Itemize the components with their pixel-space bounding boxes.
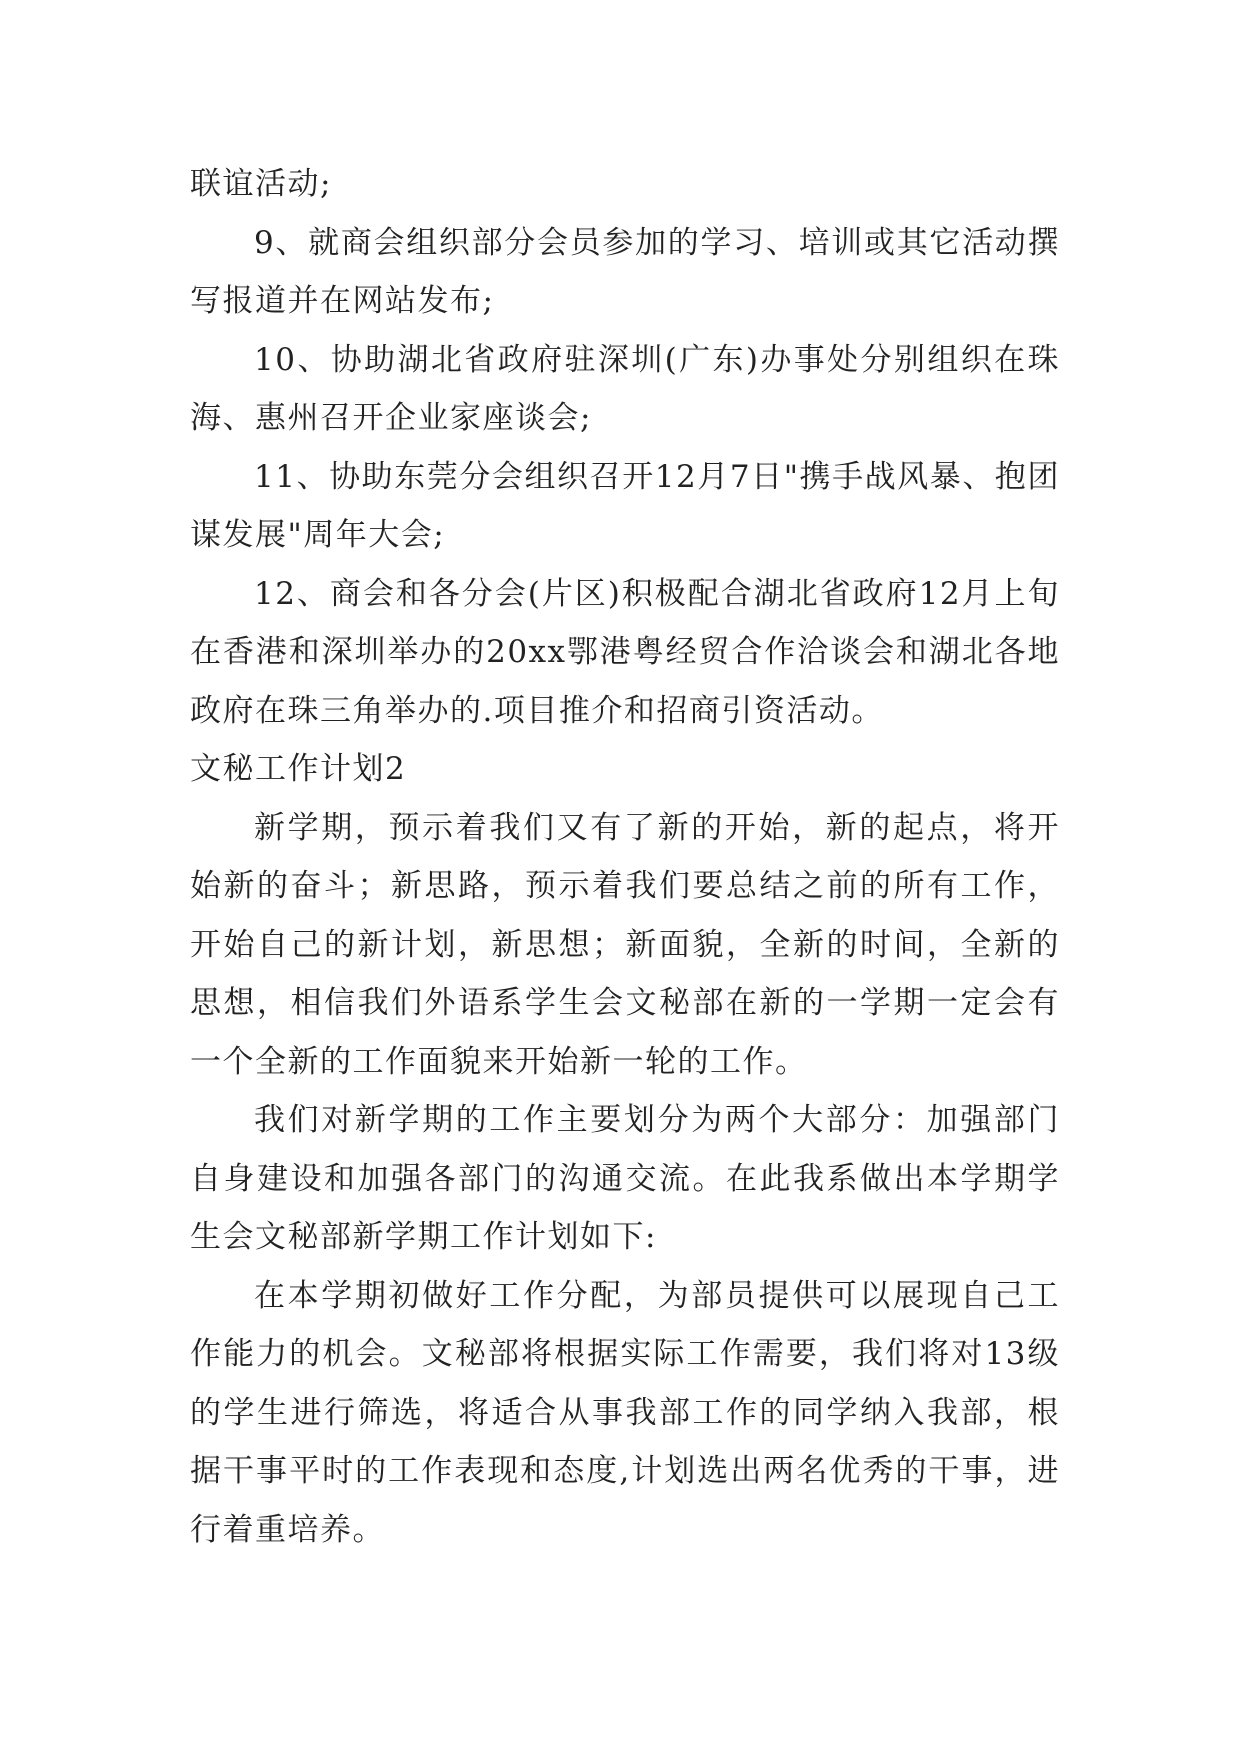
list-item-10: 10、协助湖北省政府驻深圳(广东)办事处分别组织在珠海、惠州召开企业家座谈会; <box>190 341 1060 436</box>
paragraph-plan-overview: 我们对新学期的工作主要划分为两个大部分：加强部门自身建设和加强各部门的沟通交流。在此我系做出本学期学生会文秘部新学期工作计划如下: <box>190 1102 1060 1255</box>
list-item-11: 11、协助东莞分会组织召开12月7日"携手战风暴、抱团谋发展"周年大会; <box>190 458 1060 553</box>
section-heading: 文秘工作计划2 <box>190 751 407 787</box>
paragraph-intro: 新学期，预示着我们又有了新的开始，新的起点，将开始新的奋斗；新思路，预示着我们要总结之前的所有工作，开始自己的新计划，新思想；新面貌，全新的时间，全新的思想，相信我们外语系学生会文秘部在新的一学期一定会有一个全新的工作面貌来开始新一轮的工作。 <box>190 809 1060 1080</box>
paragraph-work-assignment: 在本学期初做好工作分配，为部员提供可以展现自己工作能力的机会。文秘部将根据实际工作需要，我们将对13级的学生进行筛选，将适合从事我部工作的同学纳入我部，根据干事平时的工作表现和态度,计划选出两名优秀的干事，进行着重培养。 <box>190 1277 1060 1548</box>
document-body <box>190 155 1060 1559</box>
paragraph-continuation: 联谊活动; <box>190 166 332 202</box>
list-item-9: 9、就商会组织部分会员参加的学习、培训或其它活动撰写报道并在网站发布; <box>190 224 1060 319</box>
list-item-12: 12、商会和各分会(片区)积极配合湖北省政府12月上旬在香港和深圳举办的20xx鄂港粤经贸合作洽谈会和湖北各地政府在珠三角举办的.项目推介和招商引资活动。 <box>190 575 1060 729</box>
